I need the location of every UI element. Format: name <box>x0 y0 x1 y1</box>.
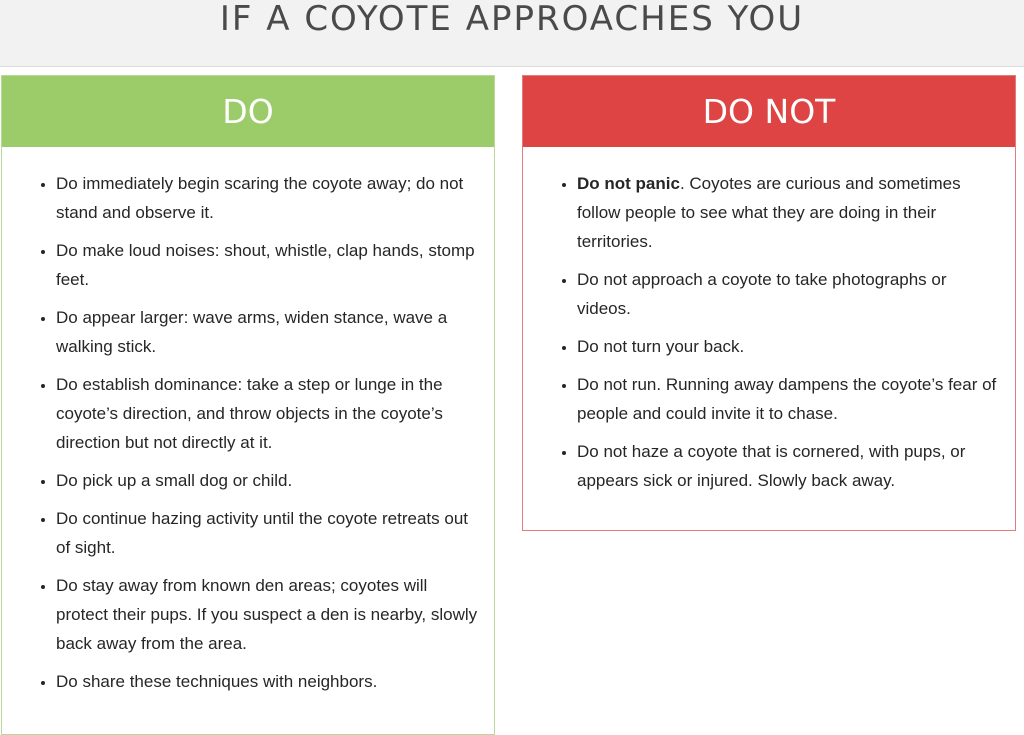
do-item: • Do continue hazing activity until the coyote retreats out of sight. <box>56 504 484 562</box>
page-title: IF A COYOTE APPROACHES YOU <box>219 0 805 39</box>
do-card <box>1 75 495 735</box>
do-not-item: • Do not approach a coyote to take photographs or videos. <box>577 265 1005 323</box>
do-not-item: • Do not turn your back. <box>577 332 1005 361</box>
do-item: • Do share these techniques with neighbors. <box>56 667 484 696</box>
do-not-item <box>577 169 1005 256</box>
do-item: • Do pick up a small dog or child. <box>56 466 484 495</box>
do-item: • Do make loud noises: shout, whistle, clap hands, stomp feet. <box>56 236 484 294</box>
do-item: • Do appear larger: wave arms, widen stance, wave a walking stick. <box>56 303 484 361</box>
do-not-panic-text: . Coyotes are curious and sometimes follow people to see what they are doing in their territories. <box>577 174 961 251</box>
do-not-item: • Do not run. Running away dampens the coyote’s fear of people and could invite it to chase. <box>577 370 1005 428</box>
do-item: • Do immediately begin scaring the coyote away; do not stand and observe it. <box>56 169 484 227</box>
do-heading: DO <box>2 76 494 147</box>
do-not-panic-bold: Do not panic <box>577 174 680 193</box>
do-not-card <box>522 75 1016 531</box>
do-list <box>2 147 494 696</box>
do-item: • Do stay away from known den areas; coyotes will protect their pups. If you suspect a den is nearby, slowly back away from the area. <box>56 571 484 658</box>
do-item: • Do establish dominance: take a step or lunge in the coyote’s direction, and throw objects in the coyote’s direction but not directly at it. <box>56 370 484 457</box>
title-bar <box>0 0 1024 67</box>
do-not-item: • Do not haze a coyote that is cornered, with pups, or appears sick or injured. Slowly back away. <box>577 437 1005 495</box>
do-not-list <box>523 147 1015 495</box>
do-not-heading: DO NOT <box>523 76 1015 147</box>
